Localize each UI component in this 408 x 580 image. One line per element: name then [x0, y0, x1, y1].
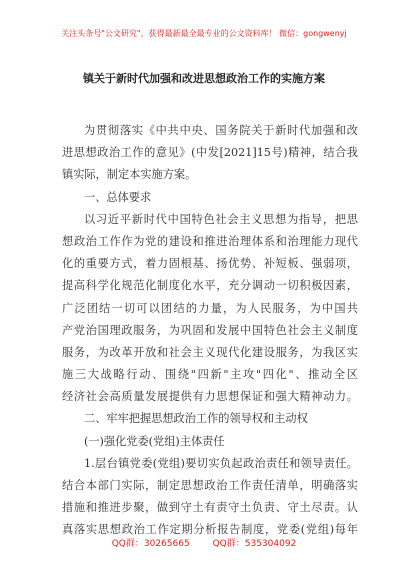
- header-promo-note: 关注头条号"公文研究"，获得最新最全最专业的公文资料库！ 微信：gongwenyj: [61, 29, 347, 38]
- footer-contact: [0, 536, 408, 549]
- body-line: 广泛团结一切可以团结的力量，为人民服务，为中国共: [62, 301, 358, 315]
- section-heading: 一、总体要求: [84, 190, 152, 204]
- body-line: 产党治国理政服务，为巩固和发展中国特色社会主义制度: [62, 323, 358, 337]
- body-line: 镇实际，制定本实施方案。: [62, 168, 197, 182]
- body-line: 进思想政治工作的意见》(中发[2021]15号)精神，结合我: [62, 146, 358, 160]
- section-heading: 二、牢牢把握思想政治工作的领导权和主动权: [84, 412, 308, 426]
- document-body: [62, 120, 358, 542]
- footer-qq-group-2: QQ群：535304092: [212, 539, 297, 549]
- body-line: 化的重要方式，着力固根基、扬优势、补短板、强弱项，: [62, 257, 358, 271]
- body-line: 措施和推进步聚，做到守土有责守土负责、守土尽责。认: [62, 501, 358, 515]
- body-line: 提高科学化规范化制度化水平，充分调动一切积极因素，: [62, 279, 358, 293]
- body-line: 服务，为改革开放和社会主义现代化建设服务，为我区实: [62, 345, 358, 359]
- body-line: 为贯彻落实《中共中央、国务院关于新时代加强和改: [84, 124, 358, 137]
- body-line: 施三大战略行动、围绕"四新"主攻"四化"、推动全区: [62, 368, 358, 382]
- body-line: 以习近平新时代中国特色社会主义思想为指导，把思: [84, 212, 358, 226]
- body-line: 1.层台镇党委(党组)要切实负起政治责任和领导责任。: [84, 456, 358, 470]
- body-line: 真落实思想政治工作定期分析报告制度，党委(党组)每年: [62, 523, 358, 537]
- body-line: 结合本部门实际，制定思想政治工作责任清单，明确落实: [62, 479, 358, 492]
- subsection-heading: (一)强化党委(党组)主体责任: [84, 434, 225, 448]
- body-line: 想政治工作作为党的建设和推进治理体系和治理能力现代: [62, 234, 358, 248]
- document-title: 镇关于新时代加强和改进思想政治工作的实施方案: [83, 72, 325, 85]
- footer-qq-group-1: QQ群：30265665: [111, 539, 190, 549]
- body-line: 经济社会高质量发展提供有力思想保证和强大精神动力。: [62, 390, 358, 404]
